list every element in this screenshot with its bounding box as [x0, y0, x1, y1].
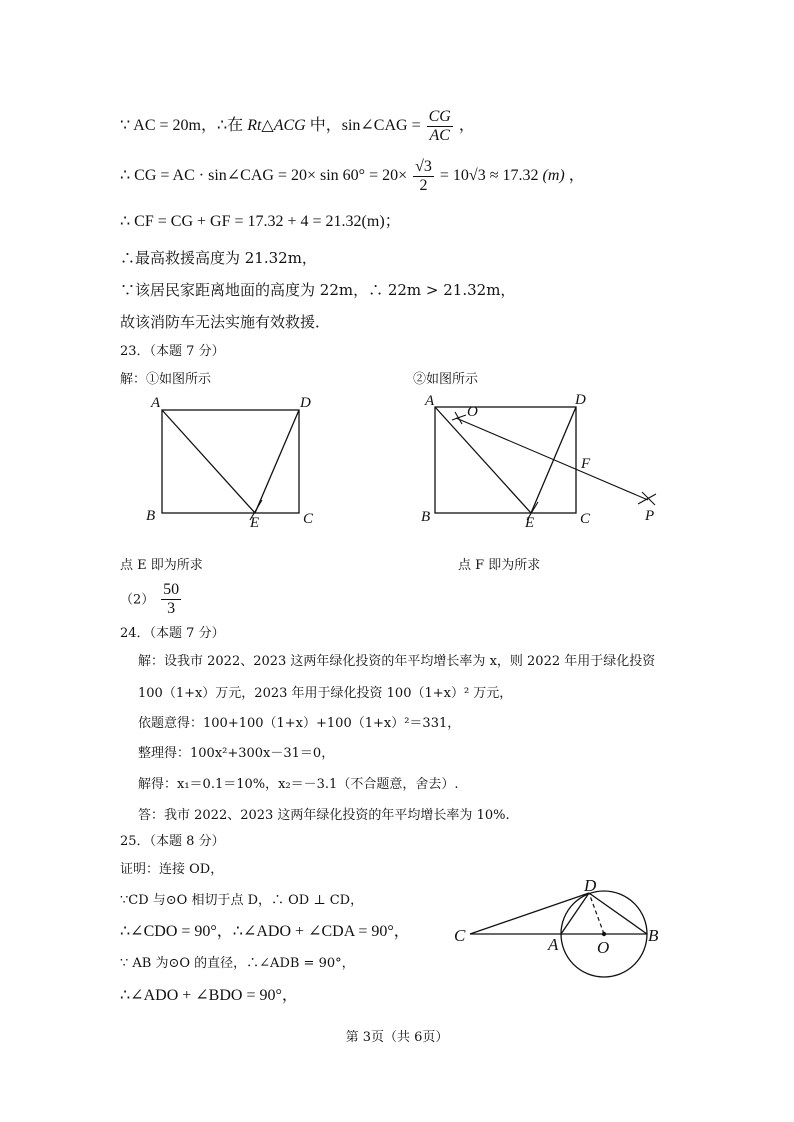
- proof-25-line4: ∵ AB 为⊙O 的直径，∴∠ADB = 90°，: [120, 956, 355, 971]
- solution-24-line1: 解：设我市 2022、2023 这两年绿化投资的年平均增长率为 x，则 2022 年用于绿化投资: [138, 654, 656, 669]
- text-l1end: ，: [458, 117, 475, 135]
- caption-point-f: 点 F 即为所求: [458, 558, 541, 573]
- frac-num: 50: [163, 581, 180, 598]
- question-23-heading: 23．（本题 7 分）: [120, 344, 225, 359]
- question-25-heading: 25．（本题 8 分）: [120, 834, 225, 849]
- solution-24-line2: 100（1+x）万元，2023 年用于绿化投资 100（1+x）² 万元，: [138, 686, 513, 701]
- label-a: A: [151, 395, 161, 411]
- label-b: B: [648, 926, 659, 945]
- question-24-heading: 24．（本题 7 分）: [120, 626, 225, 641]
- proof-25-line5: ∴∠ADO + ∠BDO = 90°，: [120, 987, 298, 1004]
- text-l2c: (m): [542, 167, 565, 185]
- label-o: O: [467, 404, 478, 420]
- text-l2end: ，: [568, 167, 585, 185]
- label-o: O: [597, 938, 610, 957]
- text-l1a: ∵ AC = 20m，∴在: [120, 117, 244, 135]
- text-l1b: Rt△ACG: [247, 117, 306, 135]
- frac-den: 3: [167, 600, 176, 617]
- label-a: A: [548, 935, 559, 954]
- label-c: C: [580, 511, 591, 527]
- solution-23-part1: 解：①如图所示: [120, 372, 212, 387]
- page-footer: 第 3页（共 6页）: [345, 1030, 449, 1045]
- label-e: E: [250, 515, 260, 531]
- text-l2a: ∴ CG = AC · sin∠CAG = 20× sin 60° = 20×: [120, 167, 408, 185]
- label-a: A: [425, 393, 435, 409]
- label-d: D: [584, 876, 597, 895]
- line-5: ∵该居民家距离地面的高度为 22m，∴ 22m > 21.32m，: [120, 281, 516, 299]
- label-c: C: [454, 926, 466, 945]
- frac-num: √3: [415, 158, 432, 175]
- caption-point-e: 点 E 即为所求: [120, 558, 203, 573]
- label-b: B: [421, 509, 431, 525]
- solution-24-line6: 答：我市 2022、2023 这两年绿化投资的年平均增长率为 10%.: [138, 808, 510, 823]
- line-6: 故该消防车无法实施有效救援．: [120, 313, 331, 331]
- label-e: E: [525, 515, 535, 531]
- line-4: ∴最高救援高度为 21.32m，: [120, 249, 317, 267]
- label-d: D: [575, 392, 586, 408]
- text-l2b: = 10√3 ≈ 17.32: [439, 167, 539, 185]
- label-b: B: [146, 508, 156, 524]
- label-p: P: [645, 508, 655, 524]
- label-d: D: [300, 395, 311, 411]
- label-c: C: [303, 511, 314, 527]
- proof-25-line1: 证明：连接 OD，: [120, 862, 224, 877]
- label-f: F: [581, 456, 591, 472]
- solution-23-part2: ②如图所示: [413, 372, 479, 387]
- frac-num: CG: [428, 108, 451, 125]
- solution-24-line5: 解得：x₁＝0.1＝10%，x₂＝－3.1（不合题意，舍去）.: [138, 777, 459, 792]
- proof-25-line2: ∵CD 与⊙O 相切于点 D，∴ OD ⊥ CD，: [120, 893, 364, 908]
- solution-24-line4: 整理得：100x²+300x－31＝0，: [138, 746, 335, 761]
- frac-den: 2: [419, 177, 428, 194]
- solution-24-line3: 依题意得：100+100（1+x）+100（1+x）²＝331，: [138, 716, 461, 731]
- part-2-label: （2）: [120, 592, 155, 608]
- frac-den: AC: [429, 127, 450, 144]
- proof-25-line3: ∴∠CDO = 90°，∴∠ADO + ∠CDA = 90°，: [120, 923, 410, 940]
- line-3: ∴ CF = CG + GF = 17.32 + 4 = 21.32(m)；: [120, 213, 401, 230]
- text-l1c: 中，sin∠CAG =: [309, 117, 421, 135]
